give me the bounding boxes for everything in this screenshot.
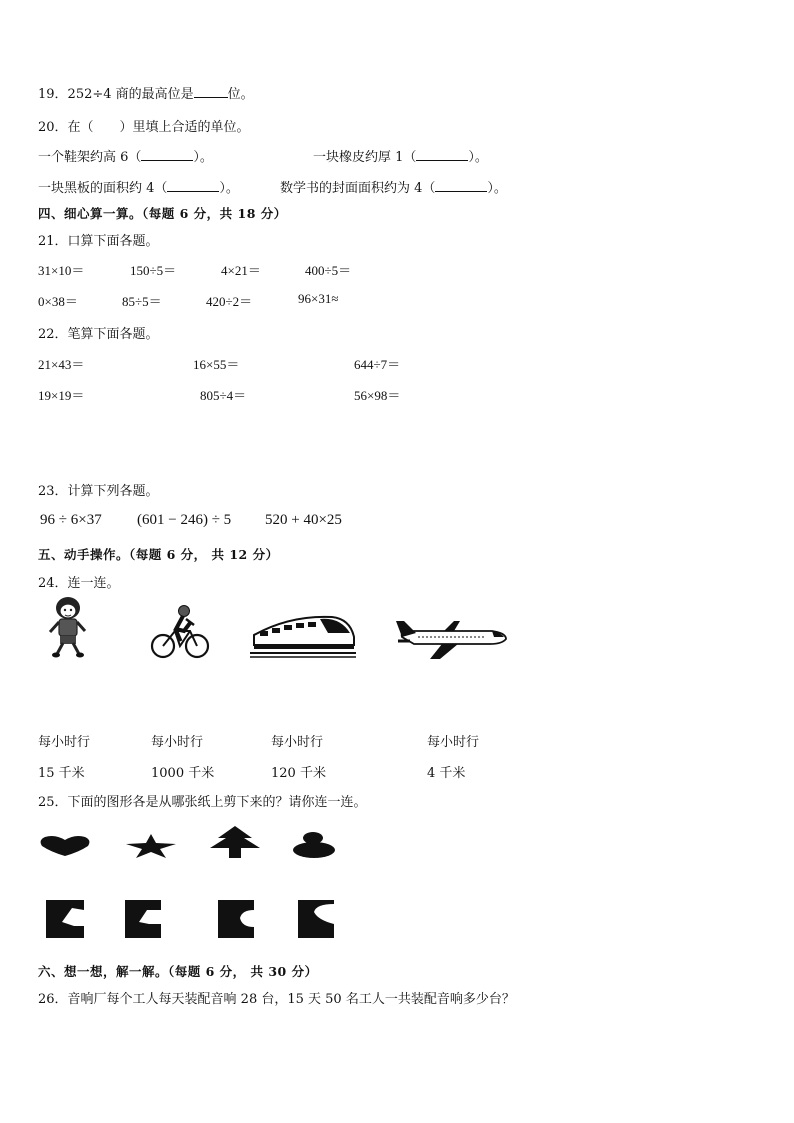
oral-calc: 150÷5＝ <box>130 263 177 278</box>
cut-paper-1[interactable] <box>46 900 84 938</box>
question-26: 26．音响厂每个工人每天装配音响 28 台，15 天 50 名工人一共装配音响多少台？ <box>38 992 515 1007</box>
oral-calc: 85÷5＝ <box>122 294 162 309</box>
written-calc: 56×98＝ <box>354 388 401 403</box>
oral-calc: 400÷5＝ <box>305 263 352 278</box>
cut-paper-4[interactable] <box>298 900 334 938</box>
answer-blank[interactable] <box>141 148 193 161</box>
section-6-heading: 六、想一想，解一解。（每题 6 分， 共 30 分） <box>38 964 318 979</box>
oral-calc: 31×10＝ <box>38 263 85 278</box>
q20-item-suffix: ）。 <box>193 150 213 165</box>
cyclist-icon[interactable] <box>150 603 210 661</box>
q20-item-text: 一个鞋架约高 6（ <box>38 150 142 165</box>
expression: 96 ÷ 6×37 <box>40 512 102 528</box>
q20-item-text: 一块橡皮约厚 1（ <box>313 150 417 165</box>
q20-title: 20．在（ ）里填上合适的单位。 <box>38 120 250 135</box>
question-19 <box>38 83 254 102</box>
section-5-heading: 五、动手操作。（每题 6 分， 共 12 分） <box>38 547 279 562</box>
expression: (601 − 246) ÷ 5 <box>137 512 232 528</box>
speed-label: 每小时行 <box>271 735 324 750</box>
speed-label: 每小时行 <box>38 735 91 750</box>
written-calc: 805÷4＝ <box>200 388 247 403</box>
airplane-icon[interactable] <box>394 613 510 663</box>
q19-text: 19．252÷4 商的最高位是 <box>38 87 194 102</box>
q20-item-suffix: ）。 <box>468 150 488 165</box>
q20-item-suffix: ）。 <box>487 181 507 196</box>
walking-child-icon[interactable] <box>46 596 90 658</box>
section-4-heading: 四、细心算一算。（每题 6 分，共 18 分） <box>38 206 287 221</box>
q20-item-text: 数学书的封面面积约为 4（ <box>280 181 436 196</box>
q25-title: 25．下面的图形各是从哪张纸上剪下来的？请你连一连。 <box>38 795 367 810</box>
written-calc: 16×55＝ <box>193 357 240 372</box>
answer-blank[interactable] <box>435 179 487 192</box>
q19-suffix: 位。 <box>227 87 254 102</box>
speed-value[interactable]: 4 千米 <box>427 766 466 781</box>
arrow-tree-shape-icon[interactable] <box>208 826 262 858</box>
oral-calc: 4×21＝ <box>221 263 261 278</box>
written-calc: 19×19＝ <box>38 388 85 403</box>
speed-label: 每小时行 <box>151 735 204 750</box>
cut-paper-3[interactable] <box>218 900 254 938</box>
answer-blank[interactable] <box>194 85 228 98</box>
written-calc: 21×43＝ <box>38 357 85 372</box>
q20-item <box>280 177 507 196</box>
written-calc: 644÷7＝ <box>354 357 401 372</box>
q20-item-text: 一块黑板的面积约 4（ <box>38 181 168 196</box>
oral-calc: 96×31≈ <box>298 291 339 306</box>
q23-title: 23．计算下列各题。 <box>38 484 159 499</box>
speed-value[interactable]: 1000 千米 <box>151 766 215 781</box>
cut-paper-2[interactable] <box>125 900 161 938</box>
answer-blank[interactable] <box>167 179 219 192</box>
speed-value[interactable]: 15 千米 <box>38 766 85 781</box>
q20-item-suffix: ）。 <box>219 181 239 196</box>
train-icon[interactable] <box>250 611 358 661</box>
expression: 520 + 40×25 <box>265 512 342 528</box>
q20-item <box>38 146 213 165</box>
star-shape-icon[interactable] <box>126 834 176 858</box>
oral-calc: 420÷2＝ <box>206 294 253 309</box>
q20-item <box>38 177 239 196</box>
q22-title: 22．笔算下面各题。 <box>38 327 159 342</box>
oral-calc: 0×38＝ <box>38 294 78 309</box>
gourd-shape-icon[interactable] <box>292 831 336 859</box>
answer-blank[interactable] <box>416 148 468 161</box>
speed-value[interactable]: 120 千米 <box>271 766 326 781</box>
heart-shape-icon[interactable] <box>39 834 91 858</box>
q21-title: 21．口算下面各题。 <box>38 234 159 249</box>
speed-label: 每小时行 <box>427 735 480 750</box>
q20-item <box>313 146 488 165</box>
q24-title: 24．连一连。 <box>38 576 120 591</box>
